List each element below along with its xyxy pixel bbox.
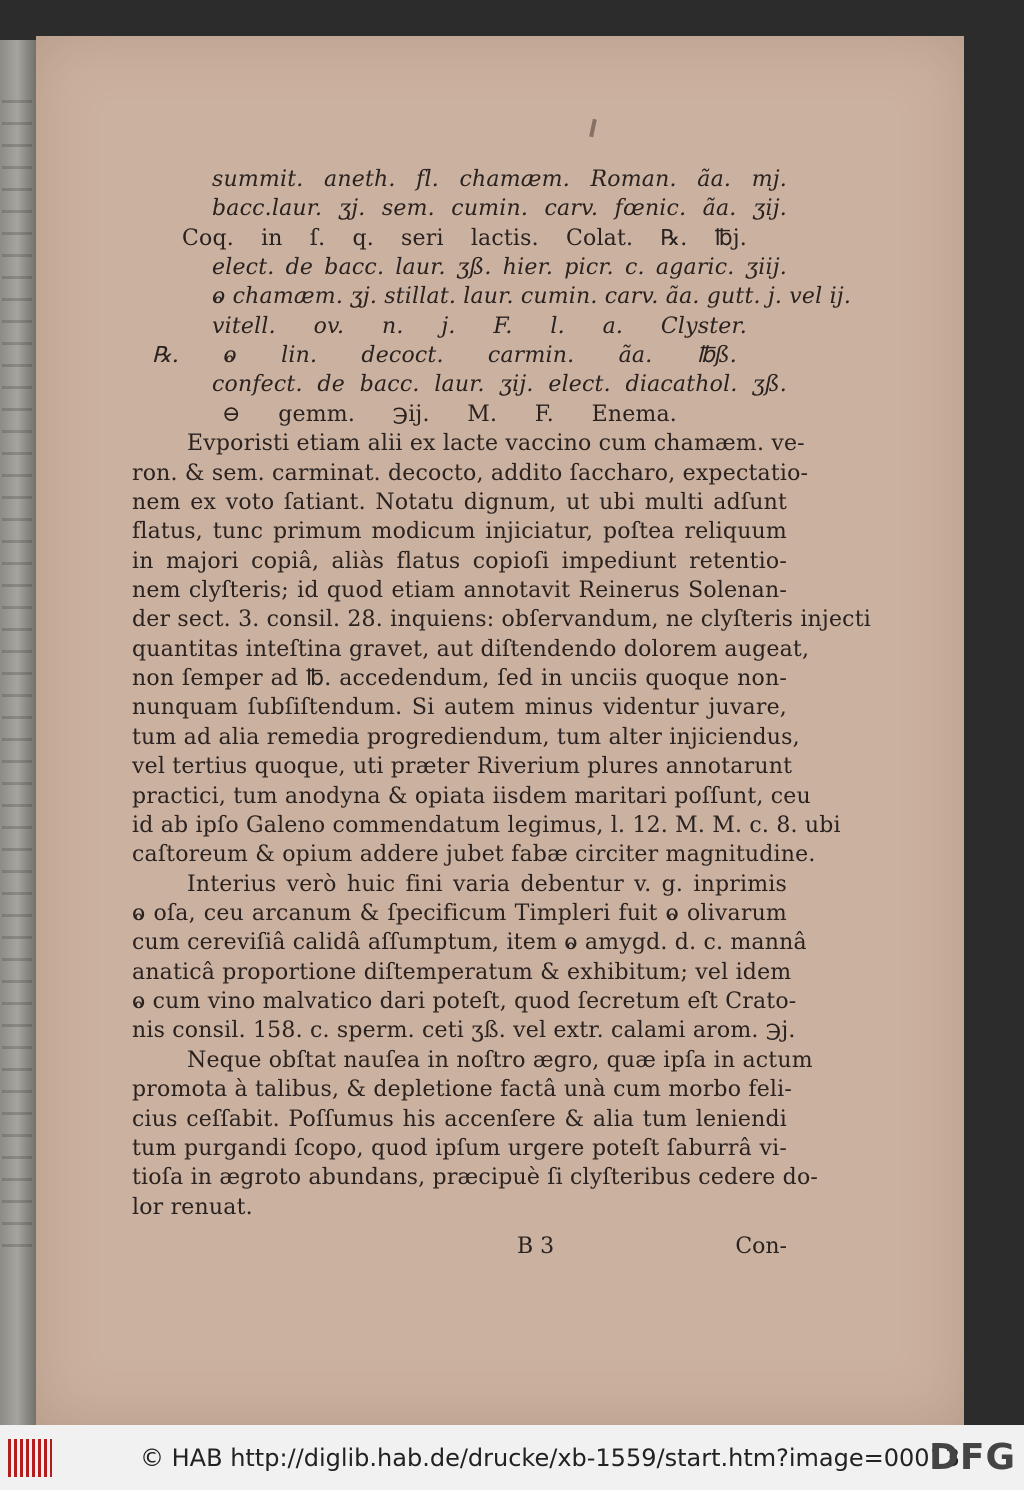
text-line: tioſa in ægroto abundans, præcipuè ſi clyſteribus cedere do- xyxy=(132,1165,819,1190)
text-line: Neque obſtat nauſea in noſtro ægro, quæ ipſa in actum xyxy=(187,1048,813,1073)
text-line: id ab ipſo Galeno commendatum legimus, l. 12. M. M. c. 8. ubi xyxy=(132,813,841,838)
text-line: non ſemper ad ℔. accedendum, ſed in unciis quoque non- xyxy=(132,666,788,691)
text-line: promota à talibus, & depletione factâ unà cum morbo feli- xyxy=(132,1077,793,1102)
text-line: vitell. ov. n. j. F. l. a. Clyster. xyxy=(212,314,747,339)
text-line: nunquam ſubſiſtendum. Si autem minus videntur juvare, xyxy=(132,695,787,720)
text-line: nem ex voto ſatiant. Notatu dignum, ut ubi multi adſunt xyxy=(132,490,787,515)
text-line: vel tertius quoque, uti præter Riverium plures annotarunt xyxy=(132,754,793,779)
text-line: Evporisti etiam alii ex lacte vaccino cum chamæm. ve- xyxy=(187,431,805,456)
text-line: ⊖ gemm. ℈ij. M. F. Enema. xyxy=(222,402,677,427)
text-line: flatus, tunc primum modicum injiciatur, poſtea reliquum xyxy=(132,519,787,544)
text-line: lor renuat. xyxy=(132,1195,253,1220)
text-line: confect. de bacc. laur. ʒij. elect. diacathol. ʒß. xyxy=(212,372,787,397)
text-line: tum purgandi ſcopo, quod ipſum urgere poteſt ſaburrâ vi- xyxy=(132,1136,787,1161)
text-line: nis consil. 158. c. sperm. ceti ʒß. vel extr. calami arom. ℈j. xyxy=(132,1018,796,1043)
page-footer xyxy=(132,1234,787,1264)
text-line: nem clyſteris; id quod etiam annotavit Reinerus Solenan- xyxy=(132,578,787,603)
text-line: ℞. ⱺ lin. decoct. carmin. ãa. ℔ß. xyxy=(152,343,737,368)
text-line: in majori copiâ, aliàs flatus copioſi impediunt retentio- xyxy=(132,549,787,574)
book-page xyxy=(36,36,964,1425)
text-line: ⱺ cum vino malvatico dari poteſt, quod ſecretum eſt Crato- xyxy=(132,989,797,1014)
dfg-logo: DFG xyxy=(928,1437,1016,1478)
previous-page-text-shadow xyxy=(2,100,32,1250)
text-line: ⱺ chamæm. ʒj. stillat. laur. cumin. carv. ãa. gutt. j. vel ij. xyxy=(212,284,852,309)
copyright-link[interactable]: © HAB http://diglib.hab.de/drucke/xb-1559/start.htm?image=00013 xyxy=(140,1444,961,1472)
text-line: elect. de bacc. laur. ʒß. hier. picr. c. agaric. ʒiij. xyxy=(212,255,787,280)
barcode-icon xyxy=(8,1439,52,1477)
text-line: ron. & sem. carminat. decocto, addito ſaccharo, expectatio- xyxy=(132,461,809,486)
text-line: quantitas inteſtina gravet, aut diſtendendo dolorem augeat, xyxy=(132,637,810,662)
attribution-bar xyxy=(0,1425,1024,1490)
text-line: tum ad alia remedia progrediendum, tum alter injiciendus, xyxy=(132,725,800,750)
previous-page-edge xyxy=(0,40,38,1425)
catchword: Con- xyxy=(735,1234,787,1259)
text-line: ⱺ oſa, ceu arcanum & ſpecificum Timpleri fuit ⱺ olivarum xyxy=(132,901,787,926)
text-line: Interius verò huic fini varia debentur v. g. inprimis xyxy=(187,872,787,897)
text-line: cum cereviſiâ calidâ aſſumptum, item ⱺ amygd. d. c. mannâ xyxy=(132,930,807,955)
text-line: summit. aneth. fl. chamæm. Roman. ãa. mj. xyxy=(212,167,787,192)
text-line: cius ceſſabit. Poſſumus his accenſere & alia tum leniendi xyxy=(132,1107,787,1132)
signature-mark: B 3 xyxy=(517,1234,555,1259)
text-line: caſtoreum & opium addere jubet fabæ circiter magnitudine. xyxy=(132,842,816,867)
text-line: practici, tum anodyna & opiata iisdem maritari poſſunt, ceu xyxy=(132,784,811,809)
text-line: der sect. 3. consil. 28. inquiens: obſervandum, ne clyſteris injecti xyxy=(132,607,871,632)
text-line: bacc.laur. ʒj. sem. cumin. carv. fœnic. ãa. ʒij. xyxy=(212,196,787,221)
ink-mark xyxy=(589,119,597,137)
text-line: Coq. in ſ. q. seri lactis. Colat. ℞. ℔j. xyxy=(182,226,747,251)
text-line: anaticâ proportione diſtemperatum & exhibitum; vel idem xyxy=(132,960,792,985)
